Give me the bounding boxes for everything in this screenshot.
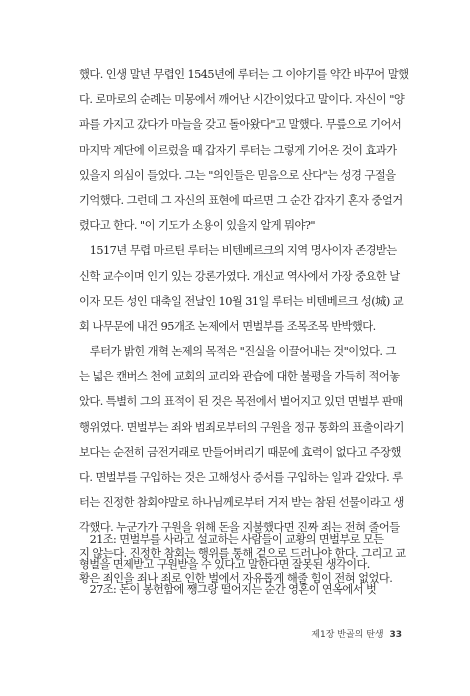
text-line: 회 나무문에 내건 95개조 논제에서 면벌부를 조목조목 반박했다. (79, 319, 376, 333)
text-line: 마지막 계단에 이르렀을 때 갑자기 루터는 그렇게 기어온 것이 효과가 (79, 143, 397, 157)
text-line: 루터가 밝힌 개혁 논제의 목적은 "진실을 이끌어내는 것"이었다. 그 (79, 345, 396, 359)
text-line: 기억했다. 그런데 그 자신의 표현에 따르면 그 순간 갑자기 혼자 중얼거 (79, 193, 403, 207)
quote-line: 형벌을 면제받고 구원받을 수 있다고 말한다면 잘못된 생각이다. (79, 557, 370, 571)
text-line: 보다는 순전히 금전거래로 만들어버리기 때문에 효력이 없다고 주장했 (79, 445, 401, 459)
text-line: 았다. 특별히 그의 표적이 된 것은 목전에서 벌어지고 있던 면벌부 판매 (79, 395, 403, 409)
chapter-title: 제1장 반골의 탄생 (311, 630, 384, 640)
text-line: 1517년 무렵 마르틴 루터는 비텐베르크의 지역 명사이자 존경받는 (79, 244, 397, 258)
text-line: 파를 가지고 갔다가 마늘을 갖고 돌아왔다"고 말했다. 무릎으로 기어서 (79, 118, 402, 132)
text-line: 렸다고 한다. "이 기도가 소용이 있을지 알게 뭐야?" (79, 219, 316, 233)
text-line: 했다. 인생 말년 무렵인 1545년에 루터는 그 이야기를 약간 바꾸어 말했 (79, 68, 409, 81)
text-line: 다. 면벌부를 구입하는 것은 고해성사 증서를 구입하는 일과 같았다. 루 (79, 471, 403, 484)
quote-line: 21조: 면벌부를 사라고 설교하는 사람들이 교황의 면벌부로 모든 (79, 533, 384, 546)
page-number: 33 (389, 630, 402, 640)
quote-line: 27조: 돈이 봉헌함에 쨍그랑 떨어지는 순간 영혼이 연옥에서 벗 (79, 582, 377, 596)
text-line: 행위였다. 면벌부는 죄와 범죄로부터의 구원을 정규 통화의 표출이라기 (79, 420, 404, 434)
text-line: 있을지 의심이 들었다. 그는 "의인들은 믿음으로 산다"는 성경 구절을 (79, 168, 396, 182)
text-line: 각했다. 누군가가 구원을 위해 돈을 지불했다면 진짜 죄는 전혀 줄어들 (79, 521, 400, 535)
page-footer (311, 627, 402, 640)
text-line: 는 넓은 캔버스 천에 교회의 교리와 관습에 대한 불평을 가득히 적어놓 (79, 370, 400, 384)
text-line: 이자 모든 성인 대축일 전날인 10월 31일 루터는 비텐베르크 성(城) 교 (79, 294, 404, 308)
text-line: 지 않는다. 진정한 참회는 행위를 통해 겉으로 드러나야 한다. 그리고 교 (79, 546, 406, 560)
text-line: 신학 교수이며 인기 있는 강론가였다. 개신교 역사에서 가장 중요한 날 (79, 269, 400, 283)
text-line: 황은 죄인을 죄나 죄로 인한 벌에서 자유롭게 해줄 힘이 전혀 없었다. (79, 571, 393, 585)
body-text (79, 62, 409, 591)
quoted-theses (79, 528, 404, 602)
text-line: 다. 로마로의 순례는 미몽에서 깨어난 시간이었다고 말이다. 자신이 "양 (79, 93, 405, 107)
text-line: 터는 진정한 참회야말로 하나님께로부터 거저 받는 참된 선물이라고 생 (79, 496, 404, 510)
